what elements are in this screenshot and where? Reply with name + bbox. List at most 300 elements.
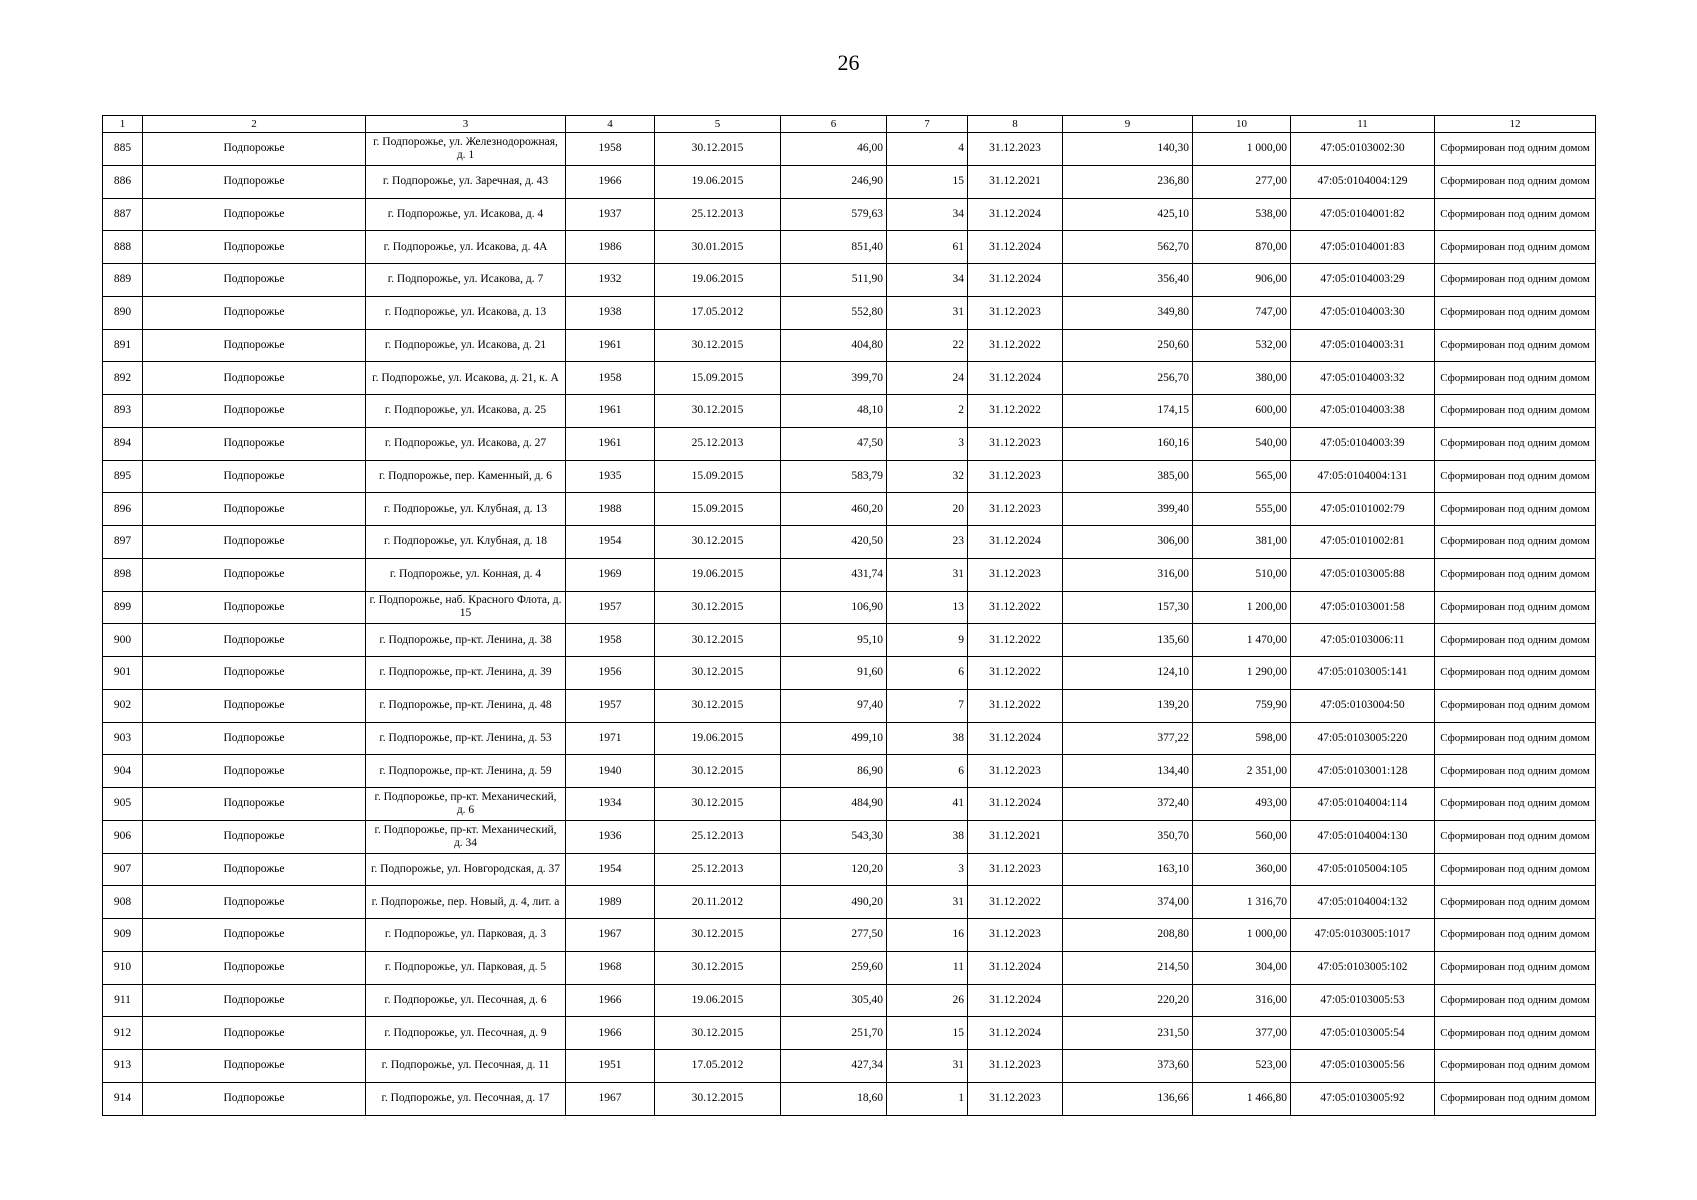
cell-build-year: 1958	[566, 362, 655, 395]
cell-residents: 6	[887, 657, 968, 690]
cell-planned-date: 31.12.2022	[968, 329, 1063, 362]
table-row	[103, 133, 1596, 166]
cell-build-year: 1958	[566, 133, 655, 166]
cell-area: 251,70	[781, 1017, 887, 1050]
cell-area: 277,50	[781, 919, 887, 952]
cell-cadastral-number: 47:05:0104003:38	[1291, 395, 1435, 428]
cell-inspection-date: 30.12.2015	[655, 526, 781, 559]
cell-planned-date: 31.12.2024	[968, 526, 1063, 559]
column-header-9: 9	[1063, 116, 1193, 133]
cell-area: 427,34	[781, 1050, 887, 1083]
cell-value-9: 124,10	[1063, 657, 1193, 690]
cell-settlement: Подпорожье	[143, 657, 366, 690]
cell-address: г. Подпорожье, ул. Железнодорожная, д. 1	[366, 133, 566, 166]
cell-inspection-date: 17.05.2012	[655, 296, 781, 329]
cell-planned-date: 31.12.2024	[968, 198, 1063, 231]
table-header	[103, 116, 1596, 133]
cell-land-status: Сформирован под одним домом	[1435, 460, 1596, 493]
cell-planned-date: 31.12.2022	[968, 624, 1063, 657]
cell-planned-date: 31.12.2023	[968, 558, 1063, 591]
cell-row-number: 889	[103, 264, 143, 297]
cell-inspection-date: 25.12.2013	[655, 853, 781, 886]
cell-address: г. Подпорожье, ул. Заречная, д. 43	[366, 165, 566, 198]
cell-build-year: 1937	[566, 198, 655, 231]
cell-value-9: 174,15	[1063, 395, 1193, 428]
cell-value-10: 277,00	[1193, 165, 1291, 198]
cell-land-status: Сформирован под одним домом	[1435, 919, 1596, 952]
cell-settlement: Подпорожье	[143, 1050, 366, 1083]
cell-build-year: 1989	[566, 886, 655, 919]
cell-settlement: Подпорожье	[143, 427, 366, 460]
cell-address: г. Подпорожье, ул. Песочная, д. 6	[366, 984, 566, 1017]
cell-cadastral-number: 47:05:0103005:1017	[1291, 919, 1435, 952]
cell-settlement: Подпорожье	[143, 788, 366, 821]
cell-value-9: 316,00	[1063, 558, 1193, 591]
cell-row-number: 909	[103, 919, 143, 952]
cell-residents: 7	[887, 689, 968, 722]
cell-address: г. Подпорожье, ул. Песочная, д. 11	[366, 1050, 566, 1083]
cell-build-year: 1938	[566, 296, 655, 329]
column-header-10: 10	[1193, 116, 1291, 133]
cell-value-10: 747,00	[1193, 296, 1291, 329]
cell-area: 490,20	[781, 886, 887, 919]
cell-cadastral-number: 47:05:0104003:39	[1291, 427, 1435, 460]
cell-address: г. Подпорожье, ул. Исакова, д. 4	[366, 198, 566, 231]
cell-inspection-date: 15.09.2015	[655, 493, 781, 526]
cell-value-10: 1 316,70	[1193, 886, 1291, 919]
cell-cadastral-number: 47:05:0104004:130	[1291, 820, 1435, 853]
cell-inspection-date: 30.12.2015	[655, 1082, 781, 1115]
cell-build-year: 1966	[566, 984, 655, 1017]
cell-inspection-date: 25.12.2013	[655, 198, 781, 231]
cell-value-9: 214,50	[1063, 951, 1193, 984]
cell-settlement: Подпорожье	[143, 558, 366, 591]
table-row	[103, 689, 1596, 722]
cell-area: 86,90	[781, 755, 887, 788]
cell-residents: 11	[887, 951, 968, 984]
cell-planned-date: 31.12.2024	[968, 1017, 1063, 1050]
cell-cadastral-number: 47:05:0104003:29	[1291, 264, 1435, 297]
cell-area: 404,80	[781, 329, 887, 362]
column-header-12: 12	[1435, 116, 1596, 133]
cell-cadastral-number: 47:05:0105004:105	[1291, 853, 1435, 886]
cell-settlement: Подпорожье	[143, 689, 366, 722]
column-header-4: 4	[566, 116, 655, 133]
cell-planned-date: 31.12.2023	[968, 427, 1063, 460]
cell-address: г. Подпорожье, пр-кт. Ленина, д. 48	[366, 689, 566, 722]
cell-value-9: 220,20	[1063, 984, 1193, 1017]
cell-settlement: Подпорожье	[143, 1017, 366, 1050]
cell-row-number: 890	[103, 296, 143, 329]
cell-value-9: 139,20	[1063, 689, 1193, 722]
cell-address: г. Подпорожье, пр-кт. Механический, д. 34	[366, 820, 566, 853]
cell-planned-date: 31.12.2024	[968, 362, 1063, 395]
cell-value-10: 538,00	[1193, 198, 1291, 231]
cell-value-10: 304,00	[1193, 951, 1291, 984]
cell-inspection-date: 30.01.2015	[655, 231, 781, 264]
cell-area: 120,20	[781, 853, 887, 886]
cell-settlement: Подпорожье	[143, 886, 366, 919]
cell-area: 18,60	[781, 1082, 887, 1115]
cell-row-number: 887	[103, 198, 143, 231]
cell-address: г. Подпорожье, ул. Клубная, д. 18	[366, 526, 566, 559]
cell-row-number: 899	[103, 591, 143, 624]
cell-land-status: Сформирован под одним домом	[1435, 755, 1596, 788]
column-header-3: 3	[366, 116, 566, 133]
cell-planned-date: 31.12.2024	[968, 984, 1063, 1017]
cell-settlement: Подпорожье	[143, 951, 366, 984]
cell-value-9: 136,66	[1063, 1082, 1193, 1115]
cell-build-year: 1935	[566, 460, 655, 493]
table-row	[103, 362, 1596, 395]
cell-build-year: 1934	[566, 788, 655, 821]
cell-settlement: Подпорожье	[143, 919, 366, 952]
cell-value-9: 356,40	[1063, 264, 1193, 297]
cell-value-10: 759,90	[1193, 689, 1291, 722]
cell-address: г. Подпорожье, ул. Парковая, д. 3	[366, 919, 566, 952]
cell-land-status: Сформирован под одним домом	[1435, 1082, 1596, 1115]
cell-cadastral-number: 47:05:0103005:88	[1291, 558, 1435, 591]
cell-value-9: 236,80	[1063, 165, 1193, 198]
cell-cadastral-number: 47:05:0103004:50	[1291, 689, 1435, 722]
table-row	[103, 951, 1596, 984]
cell-land-status: Сформирован под одним домом	[1435, 493, 1596, 526]
cell-value-9: 350,70	[1063, 820, 1193, 853]
cell-residents: 15	[887, 165, 968, 198]
cell-row-number: 901	[103, 657, 143, 690]
cell-settlement: Подпорожье	[143, 591, 366, 624]
cell-land-status: Сформирован под одним домом	[1435, 133, 1596, 166]
cell-cadastral-number: 47:05:0104001:82	[1291, 198, 1435, 231]
cell-build-year: 1961	[566, 427, 655, 460]
cell-cadastral-number: 47:05:0103005:54	[1291, 1017, 1435, 1050]
cell-value-10: 2 351,00	[1193, 755, 1291, 788]
cell-row-number: 902	[103, 689, 143, 722]
cell-value-9: 134,40	[1063, 755, 1193, 788]
cell-settlement: Подпорожье	[143, 296, 366, 329]
cell-residents: 3	[887, 853, 968, 886]
cell-address: г. Подпорожье, пр-кт. Ленина, д. 38	[366, 624, 566, 657]
table-row	[103, 755, 1596, 788]
cell-residents: 26	[887, 984, 968, 1017]
cell-area: 851,40	[781, 231, 887, 264]
cell-inspection-date: 19.06.2015	[655, 558, 781, 591]
table-row	[103, 853, 1596, 886]
cell-address: г. Подпорожье, пр-кт. Ленина, д. 53	[366, 722, 566, 755]
cell-residents: 6	[887, 755, 968, 788]
cell-cadastral-number: 47:05:0103005:102	[1291, 951, 1435, 984]
cell-land-status: Сформирован под одним домом	[1435, 853, 1596, 886]
cell-cadastral-number: 47:05:0103006:11	[1291, 624, 1435, 657]
cell-planned-date: 31.12.2024	[968, 231, 1063, 264]
cell-address: г. Подпорожье, пр-кт. Ленина, д. 39	[366, 657, 566, 690]
cell-area: 420,50	[781, 526, 887, 559]
cell-value-10: 1 000,00	[1193, 919, 1291, 952]
cell-build-year: 1961	[566, 329, 655, 362]
cell-land-status: Сформирован под одним домом	[1435, 591, 1596, 624]
cell-land-status: Сформирован под одним домом	[1435, 624, 1596, 657]
cell-build-year: 1932	[566, 264, 655, 297]
cell-land-status: Сформирован под одним домом	[1435, 984, 1596, 1017]
cell-value-10: 600,00	[1193, 395, 1291, 428]
cell-row-number: 892	[103, 362, 143, 395]
cell-area: 399,70	[781, 362, 887, 395]
cell-row-number: 896	[103, 493, 143, 526]
cell-area: 106,90	[781, 591, 887, 624]
cell-residents: 13	[887, 591, 968, 624]
cell-build-year: 1951	[566, 1050, 655, 1083]
cell-value-9: 250,60	[1063, 329, 1193, 362]
table-row	[103, 886, 1596, 919]
cell-value-10: 1 466,80	[1193, 1082, 1291, 1115]
table-row	[103, 1017, 1596, 1050]
cell-planned-date: 31.12.2022	[968, 657, 1063, 690]
table-row	[103, 493, 1596, 526]
cell-area: 460,20	[781, 493, 887, 526]
table-row	[103, 657, 1596, 690]
cell-land-status: Сформирован под одним домом	[1435, 198, 1596, 231]
cell-land-status: Сформирован под одним домом	[1435, 657, 1596, 690]
cell-residents: 38	[887, 820, 968, 853]
cell-area: 511,90	[781, 264, 887, 297]
cell-value-10: 510,00	[1193, 558, 1291, 591]
page-number: 26	[837, 50, 860, 75]
cell-area: 579,63	[781, 198, 887, 231]
cell-residents: 34	[887, 198, 968, 231]
table-row	[103, 1082, 1596, 1115]
cell-address: г. Подпорожье, ул. Клубная, д. 13	[366, 493, 566, 526]
cell-build-year: 1966	[566, 165, 655, 198]
cell-value-10: 316,00	[1193, 984, 1291, 1017]
cell-row-number: 907	[103, 853, 143, 886]
cell-build-year: 1968	[566, 951, 655, 984]
cell-address: г. Подпорожье, ул. Исакова, д. 25	[366, 395, 566, 428]
cell-value-10: 493,00	[1193, 788, 1291, 821]
cell-settlement: Подпорожье	[143, 526, 366, 559]
cell-value-9: 256,70	[1063, 362, 1193, 395]
cell-land-status: Сформирован под одним домом	[1435, 820, 1596, 853]
cell-build-year: 1986	[566, 231, 655, 264]
cell-land-status: Сформирован под одним домом	[1435, 689, 1596, 722]
table-row	[103, 820, 1596, 853]
cell-land-status: Сформирован под одним домом	[1435, 886, 1596, 919]
cell-cadastral-number: 47:05:0103005:220	[1291, 722, 1435, 755]
cell-residents: 24	[887, 362, 968, 395]
cell-area: 95,10	[781, 624, 887, 657]
cell-address: г. Подпорожье, ул. Конная, д. 4	[366, 558, 566, 591]
cell-build-year: 1954	[566, 853, 655, 886]
cell-build-year: 1988	[566, 493, 655, 526]
cell-inspection-date: 30.12.2015	[655, 329, 781, 362]
cell-land-status: Сформирован под одним домом	[1435, 951, 1596, 984]
cell-row-number: 903	[103, 722, 143, 755]
cell-build-year: 1966	[566, 1017, 655, 1050]
cell-row-number: 912	[103, 1017, 143, 1050]
cell-planned-date: 31.12.2023	[968, 853, 1063, 886]
cell-residents: 31	[887, 1050, 968, 1083]
cell-cadastral-number: 47:05:0103002:30	[1291, 133, 1435, 166]
table-row	[103, 1050, 1596, 1083]
cell-residents: 41	[887, 788, 968, 821]
cell-build-year: 1967	[566, 919, 655, 952]
cell-row-number: 893	[103, 395, 143, 428]
cell-planned-date: 31.12.2022	[968, 395, 1063, 428]
registry-table	[102, 115, 1596, 1116]
cell-settlement: Подпорожье	[143, 624, 366, 657]
column-header-11: 11	[1291, 116, 1435, 133]
cell-cadastral-number: 47:05:0104003:31	[1291, 329, 1435, 362]
table-row	[103, 231, 1596, 264]
cell-value-10: 1 470,00	[1193, 624, 1291, 657]
cell-value-9: 373,60	[1063, 1050, 1193, 1083]
cell-value-10: 532,00	[1193, 329, 1291, 362]
cell-area: 499,10	[781, 722, 887, 755]
table-row	[103, 165, 1596, 198]
cell-cadastral-number: 47:05:0103001:128	[1291, 755, 1435, 788]
cell-planned-date: 31.12.2023	[968, 460, 1063, 493]
cell-area: 543,30	[781, 820, 887, 853]
cell-value-10: 1 290,00	[1193, 657, 1291, 690]
cell-planned-date: 31.12.2021	[968, 165, 1063, 198]
cell-planned-date: 31.12.2024	[968, 951, 1063, 984]
cell-value-9: 208,80	[1063, 919, 1193, 952]
cell-planned-date: 31.12.2021	[968, 820, 1063, 853]
cell-residents: 2	[887, 395, 968, 428]
cell-build-year: 1969	[566, 558, 655, 591]
cell-row-number: 886	[103, 165, 143, 198]
cell-row-number: 900	[103, 624, 143, 657]
cell-inspection-date: 30.12.2015	[655, 395, 781, 428]
cell-row-number: 891	[103, 329, 143, 362]
cell-row-number: 908	[103, 886, 143, 919]
cell-area: 552,80	[781, 296, 887, 329]
cell-settlement: Подпорожье	[143, 493, 366, 526]
column-header-7: 7	[887, 116, 968, 133]
cell-value-9: 562,70	[1063, 231, 1193, 264]
cell-land-status: Сформирован под одним домом	[1435, 264, 1596, 297]
cell-settlement: Подпорожье	[143, 853, 366, 886]
cell-residents: 4	[887, 133, 968, 166]
cell-row-number: 897	[103, 526, 143, 559]
table-row	[103, 198, 1596, 231]
cell-area: 46,00	[781, 133, 887, 166]
cell-build-year: 1961	[566, 395, 655, 428]
cell-land-status: Сформирован под одним домом	[1435, 165, 1596, 198]
table-row	[103, 722, 1596, 755]
cell-inspection-date: 19.06.2015	[655, 722, 781, 755]
cell-inspection-date: 30.12.2015	[655, 788, 781, 821]
cell-value-10: 598,00	[1193, 722, 1291, 755]
cell-cadastral-number: 47:05:0103005:56	[1291, 1050, 1435, 1083]
cell-land-status: Сформирован под одним домом	[1435, 362, 1596, 395]
cell-residents: 61	[887, 231, 968, 264]
cell-planned-date: 31.12.2024	[968, 264, 1063, 297]
cell-address: г. Подпорожье, ул. Новгородская, д. 37	[366, 853, 566, 886]
cell-land-status: Сформирован под одним домом	[1435, 231, 1596, 264]
cell-address: г. Подпорожье, ул. Исакова, д. 21, к. А	[366, 362, 566, 395]
cell-inspection-date: 30.12.2015	[655, 591, 781, 624]
cell-residents: 16	[887, 919, 968, 952]
cell-value-10: 1 200,00	[1193, 591, 1291, 624]
cell-row-number: 898	[103, 558, 143, 591]
cell-address: г. Подпорожье, пер. Каменный, д. 6	[366, 460, 566, 493]
cell-row-number: 910	[103, 951, 143, 984]
cell-cadastral-number: 47:05:0104001:83	[1291, 231, 1435, 264]
table-row	[103, 558, 1596, 591]
cell-residents: 15	[887, 1017, 968, 1050]
cell-land-status: Сформирован под одним домом	[1435, 722, 1596, 755]
cell-value-9: 306,00	[1063, 526, 1193, 559]
cell-area: 47,50	[781, 427, 887, 460]
cell-planned-date: 31.12.2023	[968, 1082, 1063, 1115]
cell-build-year: 1936	[566, 820, 655, 853]
cell-residents: 34	[887, 264, 968, 297]
cell-settlement: Подпорожье	[143, 231, 366, 264]
table-row	[103, 395, 1596, 428]
cell-inspection-date: 30.12.2015	[655, 755, 781, 788]
table-row	[103, 329, 1596, 362]
cell-value-9: 160,16	[1063, 427, 1193, 460]
cell-build-year: 1957	[566, 591, 655, 624]
cell-inspection-date: 30.12.2015	[655, 1017, 781, 1050]
cell-inspection-date: 30.12.2015	[655, 657, 781, 690]
cell-settlement: Подпорожье	[143, 722, 366, 755]
cell-settlement: Подпорожье	[143, 755, 366, 788]
cell-area: 246,90	[781, 165, 887, 198]
cell-land-status: Сформирован под одним домом	[1435, 395, 1596, 428]
table-row	[103, 788, 1596, 821]
cell-value-10: 565,00	[1193, 460, 1291, 493]
cell-residents: 32	[887, 460, 968, 493]
cell-value-10: 360,00	[1193, 853, 1291, 886]
cell-planned-date: 31.12.2023	[968, 493, 1063, 526]
cell-row-number: 914	[103, 1082, 143, 1115]
cell-address: г. Подпорожье, пр-кт. Ленина, д. 59	[366, 755, 566, 788]
cell-cadastral-number: 47:05:0104003:30	[1291, 296, 1435, 329]
cell-land-status: Сформирован под одним домом	[1435, 329, 1596, 362]
cell-land-status: Сформирован под одним домом	[1435, 788, 1596, 821]
table-row	[103, 264, 1596, 297]
cell-inspection-date: 30.12.2015	[655, 689, 781, 722]
column-header-6: 6	[781, 116, 887, 133]
cell-land-status: Сформирован под одним домом	[1435, 1050, 1596, 1083]
cell-cadastral-number: 47:05:0104004:114	[1291, 788, 1435, 821]
cell-value-10: 560,00	[1193, 820, 1291, 853]
cell-residents: 38	[887, 722, 968, 755]
cell-cadastral-number: 47:05:0104004:131	[1291, 460, 1435, 493]
cell-inspection-date: 19.06.2015	[655, 984, 781, 1017]
cell-value-9: 385,00	[1063, 460, 1193, 493]
cell-address: г. Подпорожье, ул. Исакова, д. 7	[366, 264, 566, 297]
cell-build-year: 1940	[566, 755, 655, 788]
cell-value-9: 140,30	[1063, 133, 1193, 166]
cell-address: г. Подпорожье, наб. Красного Флота, д. 15	[366, 591, 566, 624]
cell-inspection-date: 20.11.2012	[655, 886, 781, 919]
cell-row-number: 895	[103, 460, 143, 493]
cell-planned-date: 31.12.2024	[968, 788, 1063, 821]
cell-settlement: Подпорожье	[143, 460, 366, 493]
cell-inspection-date: 30.12.2015	[655, 624, 781, 657]
cell-row-number: 885	[103, 133, 143, 166]
cell-address: г. Подпорожье, ул. Песочная, д. 9	[366, 1017, 566, 1050]
cell-row-number: 894	[103, 427, 143, 460]
cell-value-10: 381,00	[1193, 526, 1291, 559]
cell-build-year: 1957	[566, 689, 655, 722]
cell-address: г. Подпорожье, ул. Исакова, д. 4А	[366, 231, 566, 264]
cell-inspection-date: 15.09.2015	[655, 362, 781, 395]
cell-value-10: 523,00	[1193, 1050, 1291, 1083]
cell-area: 97,40	[781, 689, 887, 722]
